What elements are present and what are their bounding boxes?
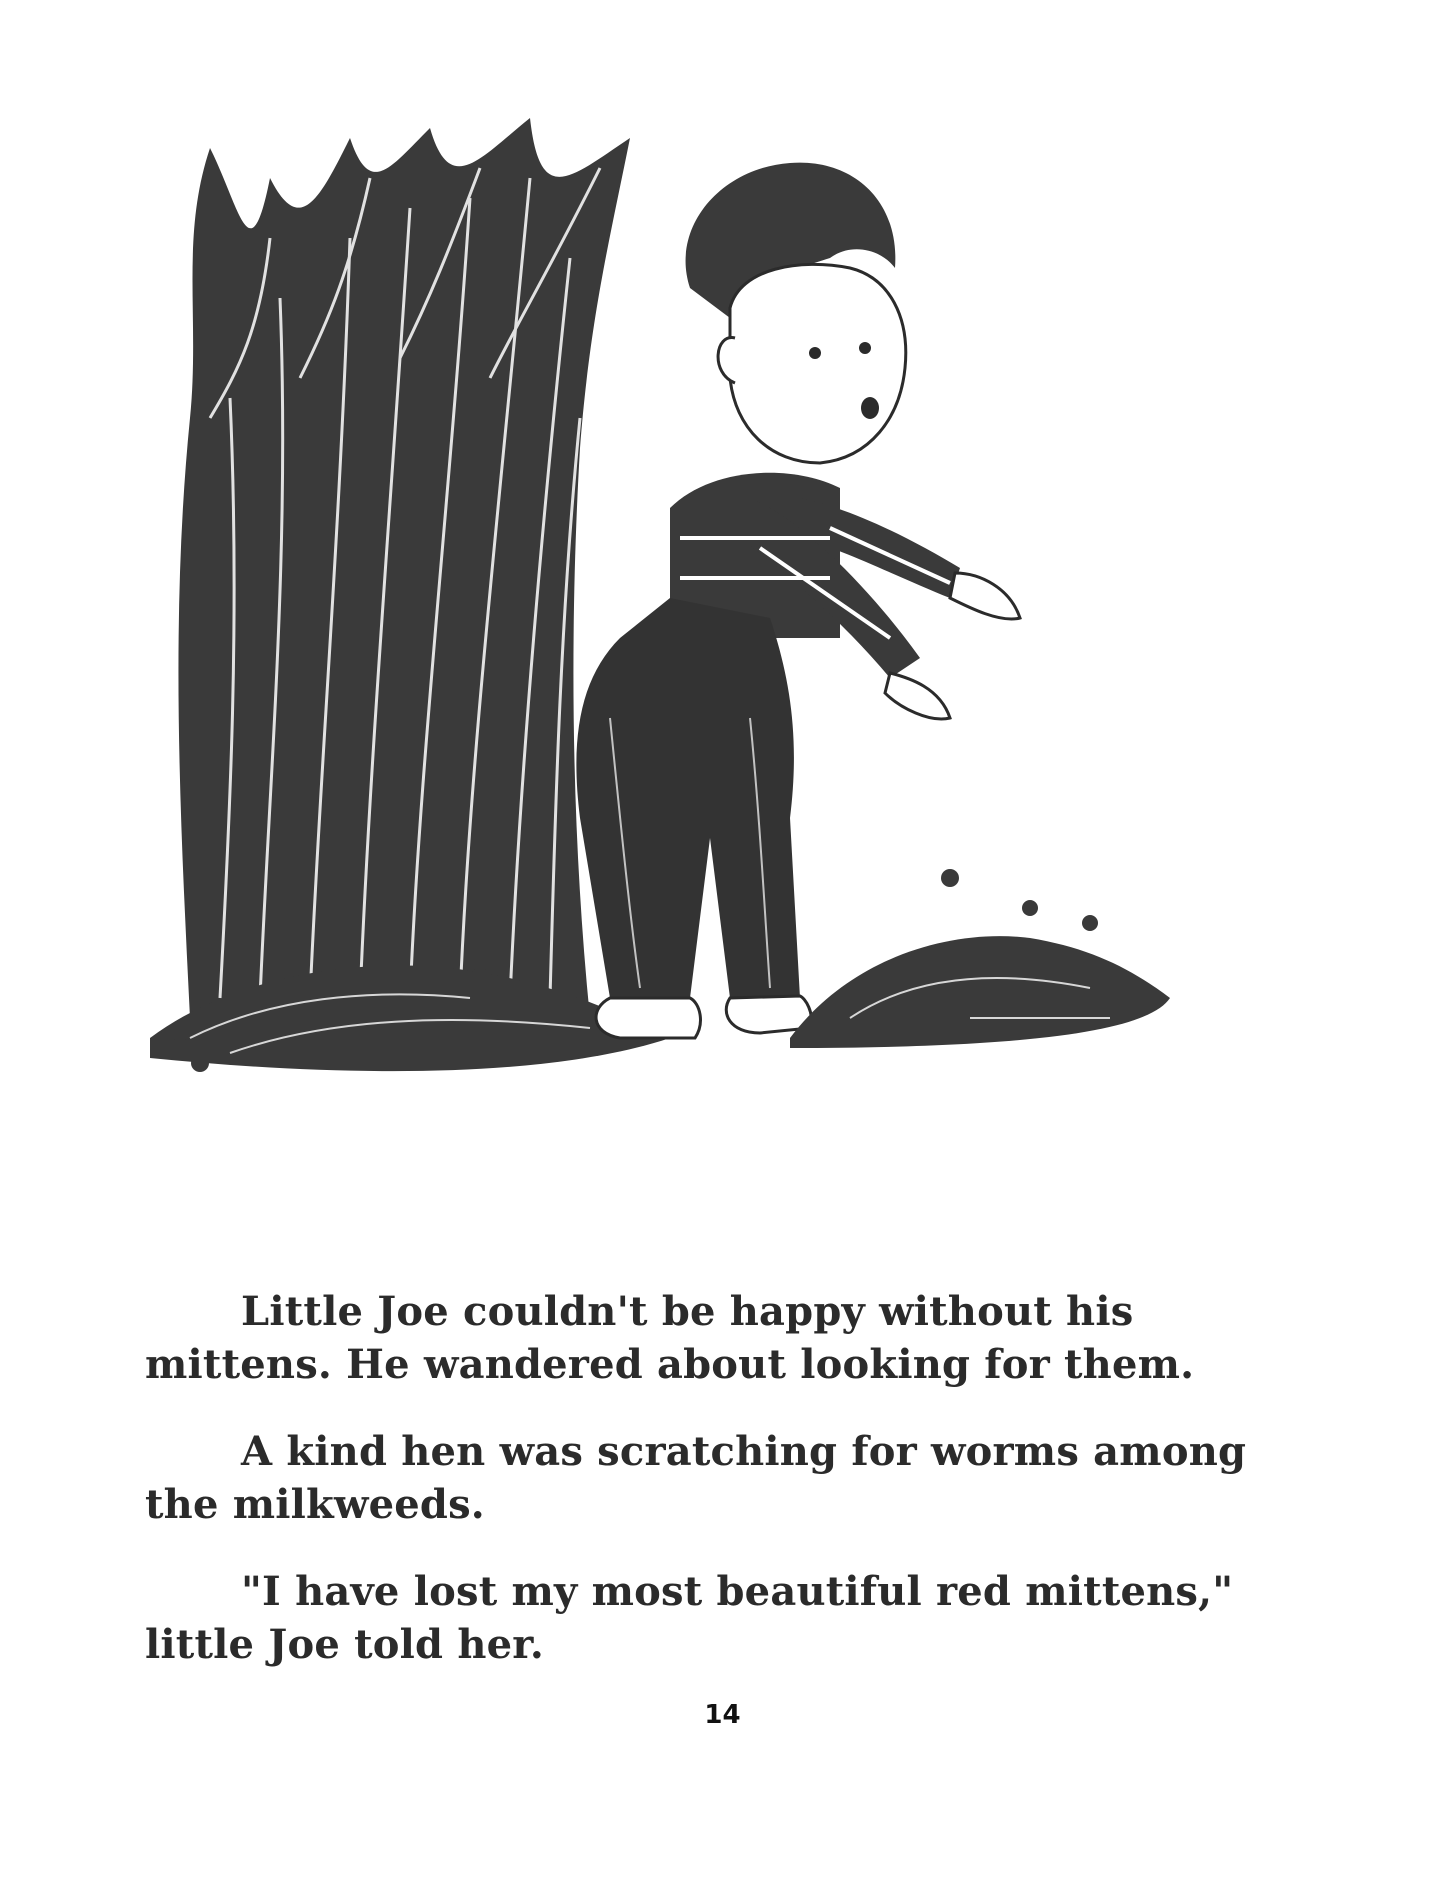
story-text [145, 1285, 1275, 1705]
page-number: 14 [704, 1700, 741, 1730]
boy-and-milkweeds-illustration [150, 118, 1300, 1228]
grass-tuft-icon [790, 869, 1170, 1048]
milkweed-plant-icon [150, 118, 670, 1072]
story-paragraph: A kind hen was scratching for worms among the milkweeds. [145, 1428, 1247, 1528]
story-paragraph: Little Joe couldn't be happy without his mittens. He wandered about looking for them. [145, 1288, 1195, 1388]
boy-figure-icon [576, 163, 1020, 1038]
story-paragraph: "I have lost my most beautiful red mittens," little Joe told her. [145, 1568, 1234, 1668]
